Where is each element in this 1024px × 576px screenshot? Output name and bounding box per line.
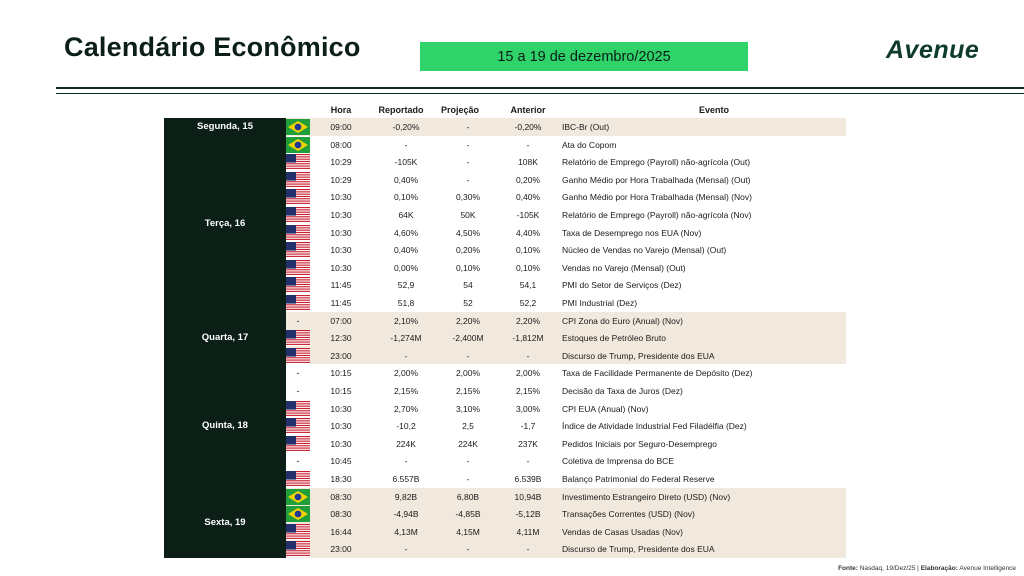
cell-projecao: 0,10% <box>455 262 481 273</box>
cell-anterior: 0,10% <box>515 262 541 273</box>
cell-projecao: - <box>466 456 470 467</box>
cell-hora: 23:00 <box>330 544 352 555</box>
cell-anterior: - <box>526 456 530 467</box>
table-row <box>286 488 846 506</box>
cell-evento: PMI Industrial (Dez) <box>562 297 638 308</box>
cell-evento: Decisão da Taxa de Juros (Dez) <box>562 385 683 396</box>
us-flag-icon <box>286 524 310 540</box>
cell-evento: Índice de Atividade Industrial Fed Filadélfia (Dez) <box>562 421 747 432</box>
day-label: Segunda, 15 <box>164 118 286 136</box>
table-row <box>286 329 846 347</box>
cell-projecao: -2,400M <box>452 333 484 344</box>
no-flag-dash: - <box>296 368 300 379</box>
cell-reportado: 4,13M <box>394 526 418 537</box>
cell-evento: Vendas no Varejo (Mensal) (Out) <box>562 262 686 273</box>
cell-hora: 10:30 <box>330 209 352 220</box>
cell-anterior: - <box>526 139 530 150</box>
avenue-logo: Avenue <box>886 36 980 64</box>
cell-anterior: 2,20% <box>515 315 541 326</box>
cell-reportado: 2,00% <box>393 368 419 379</box>
us-flag-icon <box>286 541 310 557</box>
cell-evento: Relatório de Emprego (Payroll) não-agrícola (Out) <box>562 157 751 168</box>
cell-evento: Taxa de Desemprego nos EUA (Nov) <box>562 227 702 238</box>
cell-hora: 10:15 <box>330 385 352 396</box>
table-row <box>286 400 846 418</box>
fonte-label: Fonte: <box>838 565 858 572</box>
cell-reportado: 2,70% <box>393 403 419 414</box>
cell-hora: 08:30 <box>330 491 352 502</box>
cell-reportado: - <box>404 350 408 361</box>
us-flag-icon <box>286 348 310 364</box>
cell-hora: 10:30 <box>330 403 352 414</box>
cell-projecao: - <box>466 473 470 484</box>
cell-reportado: 6.557B <box>392 473 420 484</box>
us-flag-icon <box>286 418 310 434</box>
cell-projecao: 4,15M <box>456 526 480 537</box>
cell-evento: Ata do Copom <box>562 139 617 150</box>
col-anterior-header: Anterior <box>510 105 546 115</box>
cell-hora: 10:30 <box>330 227 352 238</box>
cell-hora: 10:29 <box>330 174 352 185</box>
brazil-flag-icon <box>286 119 310 135</box>
cell-hora: 08:30 <box>330 509 352 520</box>
cell-reportado: - <box>404 139 408 150</box>
cell-anterior: 237K <box>518 438 538 449</box>
cell-reportado: 0,40% <box>393 245 419 256</box>
cell-projecao: 0,30% <box>455 192 481 203</box>
col-evento-header: Evento <box>698 105 729 115</box>
cell-anterior: 2,15% <box>515 385 541 396</box>
day-block <box>164 312 846 365</box>
cell-anterior: -0,20% <box>514 122 542 132</box>
cell-anterior: 0,40% <box>515 192 541 203</box>
cell-anterior: 4,40% <box>515 227 541 238</box>
cell-anterior: 2,00% <box>515 368 541 379</box>
day-block <box>164 118 846 136</box>
cell-projecao: - <box>466 122 470 132</box>
cell-hora: 16:44 <box>330 526 352 537</box>
cell-reportado: -10,2 <box>396 421 416 432</box>
cell-reportado: 52,9 <box>397 280 415 291</box>
cell-reportado: 4,60% <box>393 227 419 238</box>
table-row <box>286 241 846 259</box>
table-row <box>286 364 846 382</box>
us-flag-icon <box>286 295 310 311</box>
cell-anterior: -1,7 <box>520 421 536 432</box>
day-label: Quinta, 18 <box>164 364 286 487</box>
table-row <box>286 523 846 541</box>
table-row <box>286 118 846 136</box>
table-row <box>286 294 846 312</box>
page-title: Calendário Econômico <box>64 32 361 62</box>
cell-projecao: 3,10% <box>455 403 481 414</box>
table-row <box>286 312 846 330</box>
cell-evento: IBC-Br (Out) <box>562 122 610 132</box>
cell-projecao: 2,20% <box>455 315 481 326</box>
no-flag-dash: - <box>296 385 300 396</box>
cell-hora: 10:30 <box>330 421 352 432</box>
cell-hora: 18:30 <box>330 473 352 484</box>
cell-anterior: 4,11M <box>516 526 540 537</box>
cell-hora: 23:00 <box>330 350 352 361</box>
cell-hora: 10:45 <box>330 456 352 467</box>
cell-anterior: 6.539B <box>514 473 542 484</box>
cell-projecao: 54 <box>463 280 473 291</box>
cell-anterior: 0,10% <box>515 245 541 256</box>
cell-reportado: 64K <box>398 209 414 220</box>
us-flag-icon <box>286 330 310 346</box>
fonte-text: Nasdaq, 19/Dez/25 | <box>859 565 919 572</box>
us-flag-icon <box>286 172 310 188</box>
cell-anterior: 108K <box>518 157 538 168</box>
us-flag-icon <box>286 154 310 170</box>
cell-evento: CPI Zona do Euro (Anual) (Nov) <box>562 315 683 326</box>
cell-projecao: 50K <box>460 209 476 220</box>
cell-reportado: 2,10% <box>393 315 419 326</box>
no-flag-dash: - <box>296 315 300 326</box>
cell-reportado: -4,94B <box>393 509 419 520</box>
us-flag-icon <box>286 242 310 258</box>
elaboracao-text: Avenue Intelligence <box>959 565 1016 572</box>
col-projecao-header: Projeção <box>440 105 480 115</box>
us-flag-icon <box>286 436 310 452</box>
cell-hora: 10:29 <box>330 157 352 168</box>
table-row <box>286 224 846 242</box>
day-block <box>164 136 846 312</box>
cell-evento: Vendas de Casas Usadas (Nov) <box>562 526 683 537</box>
cell-hora: 10:15 <box>330 368 352 379</box>
cell-reportado: 2,15% <box>393 385 419 396</box>
cell-evento: Ganho Médio por Hora Trabalhada (Mensal) (Out) <box>562 174 751 185</box>
cell-hora: 07:00 <box>330 315 352 326</box>
table-row <box>286 276 846 294</box>
cell-reportado: -105K <box>394 157 418 168</box>
cell-evento: Discurso de Trump, Presidente dos EUA <box>562 350 715 361</box>
cell-projecao: - <box>466 174 470 185</box>
elaboracao-label: Elaboração: <box>920 565 958 572</box>
table-row <box>286 470 846 488</box>
table-row <box>286 505 846 523</box>
cell-evento: Discurso de Trump, Presidente dos EUA <box>562 544 715 555</box>
cell-projecao: - <box>466 350 470 361</box>
day-block <box>164 364 846 487</box>
cell-hora: 08:00 <box>330 139 352 150</box>
us-flag-icon <box>286 277 310 293</box>
cell-evento: CPI EUA (Anual) (Nov) <box>562 403 649 414</box>
cell-reportado: 0,40% <box>393 174 419 185</box>
header-divider-thin <box>56 93 1024 94</box>
cell-hora: 10:30 <box>330 192 352 203</box>
us-flag-icon <box>286 401 310 417</box>
cell-reportado: - <box>404 544 408 555</box>
cell-projecao: 6,80B <box>456 491 480 502</box>
cell-hora: 12:30 <box>330 333 352 344</box>
cell-anterior: - <box>526 350 530 361</box>
table-row <box>286 452 846 470</box>
cell-evento: Taxa de Facilidade Permanente de Depósito (Dez) <box>562 368 753 379</box>
cell-hora: 10:30 <box>330 245 352 256</box>
date-range-banner: 15 a 19 de dezembro/2025 <box>420 42 748 71</box>
cell-projecao: - <box>466 157 470 168</box>
table-row <box>286 259 846 277</box>
cell-reportado: 51,8 <box>397 297 415 308</box>
cell-reportado: 9,82B <box>394 491 418 502</box>
cell-evento: Ganho Médio por Hora Trabalhada (Mensal) (Nov) <box>562 192 752 203</box>
col-reportado-header: Reportado <box>378 105 424 115</box>
cell-projecao: 224K <box>458 438 478 449</box>
cell-anterior: 54,1 <box>519 280 537 291</box>
cell-projecao: - <box>466 544 470 555</box>
table-row <box>286 417 846 435</box>
us-flag-icon <box>286 207 310 223</box>
cell-evento: PMI do Setor de Serviços (Dez) <box>562 280 682 291</box>
us-flag-icon <box>286 189 310 205</box>
cell-anterior: 3,00% <box>515 403 541 414</box>
cell-anterior: -105K <box>516 209 540 220</box>
cell-reportado: -1,274M <box>390 333 422 344</box>
cell-projecao: 2,00% <box>455 368 481 379</box>
table-row <box>286 540 846 558</box>
cell-evento: Núcleo de Vendas no Varejo (Mensal) (Out) <box>562 245 727 256</box>
cell-hora: 10:30 <box>330 438 352 449</box>
cell-evento: Investimento Estrangeiro Direto (USD) (Nov) <box>562 491 731 502</box>
cell-anterior: 10,94B <box>514 491 542 502</box>
cell-anterior: 52,2 <box>519 297 537 308</box>
day-label: Sexta, 19 <box>164 488 286 558</box>
cell-projecao: -4,85B <box>455 509 481 520</box>
cell-projecao: - <box>466 139 470 150</box>
col-hora-header: Hora <box>330 105 352 115</box>
cell-projecao: 52 <box>463 297 473 308</box>
cell-anterior: - <box>526 544 530 555</box>
brazil-flag-icon <box>286 506 310 522</box>
cell-projecao: 4,50% <box>455 227 481 238</box>
table-row <box>286 153 846 171</box>
cell-evento: Relatório de Emprego (Payroll) não-agrícola (Nov) <box>562 209 752 220</box>
cell-reportado: - <box>404 456 408 467</box>
table-row <box>286 347 846 365</box>
cell-projecao: 2,15% <box>455 385 481 396</box>
day-label: Terça, 16 <box>164 136 286 312</box>
brazil-flag-icon <box>286 489 310 505</box>
table-row <box>286 435 846 453</box>
cell-reportado: 0,10% <box>393 192 419 203</box>
no-flag-dash: - <box>296 456 300 467</box>
cell-projecao: 2,5 <box>462 421 474 432</box>
cell-hora: 10:30 <box>330 262 352 273</box>
us-flag-icon <box>286 225 310 241</box>
us-flag-icon <box>286 471 310 487</box>
cell-evento: Balanço Patrimonial do Federal Reserve <box>562 473 715 484</box>
header-divider <box>56 87 1024 89</box>
table-row <box>286 136 846 154</box>
cell-evento: Coletiva de Imprensa do BCE <box>562 456 674 467</box>
table-row <box>286 171 846 189</box>
cell-projecao: 0,20% <box>455 245 481 256</box>
cell-evento: Pedidos Iniciais por Seguro-Desemprego <box>562 438 717 449</box>
table-row <box>286 206 846 224</box>
table-row <box>286 188 846 206</box>
day-block <box>164 488 846 558</box>
cell-evento: Transações Correntes (USD) (Nov) <box>562 509 695 520</box>
cell-evento: Estoques de Petróleo Bruto <box>562 333 666 344</box>
cell-reportado: 0,00% <box>393 262 419 273</box>
cell-reportado: 224K <box>396 438 416 449</box>
cell-hora: 09:00 <box>330 122 352 132</box>
source-footnote <box>838 565 1016 572</box>
table-header <box>164 101 846 119</box>
brazil-flag-icon <box>286 137 310 153</box>
cell-hora: 11:45 <box>330 280 352 291</box>
day-label: Quarta, 17 <box>164 312 286 365</box>
cell-anterior: -1,812M <box>512 333 544 344</box>
cell-hora: 11:45 <box>330 297 352 308</box>
cell-reportado: -0,20% <box>392 122 420 132</box>
table-row <box>286 382 846 400</box>
us-flag-icon <box>286 260 310 276</box>
cell-anterior: -5,12B <box>515 509 541 520</box>
cell-anterior: 0,20% <box>515 174 541 185</box>
